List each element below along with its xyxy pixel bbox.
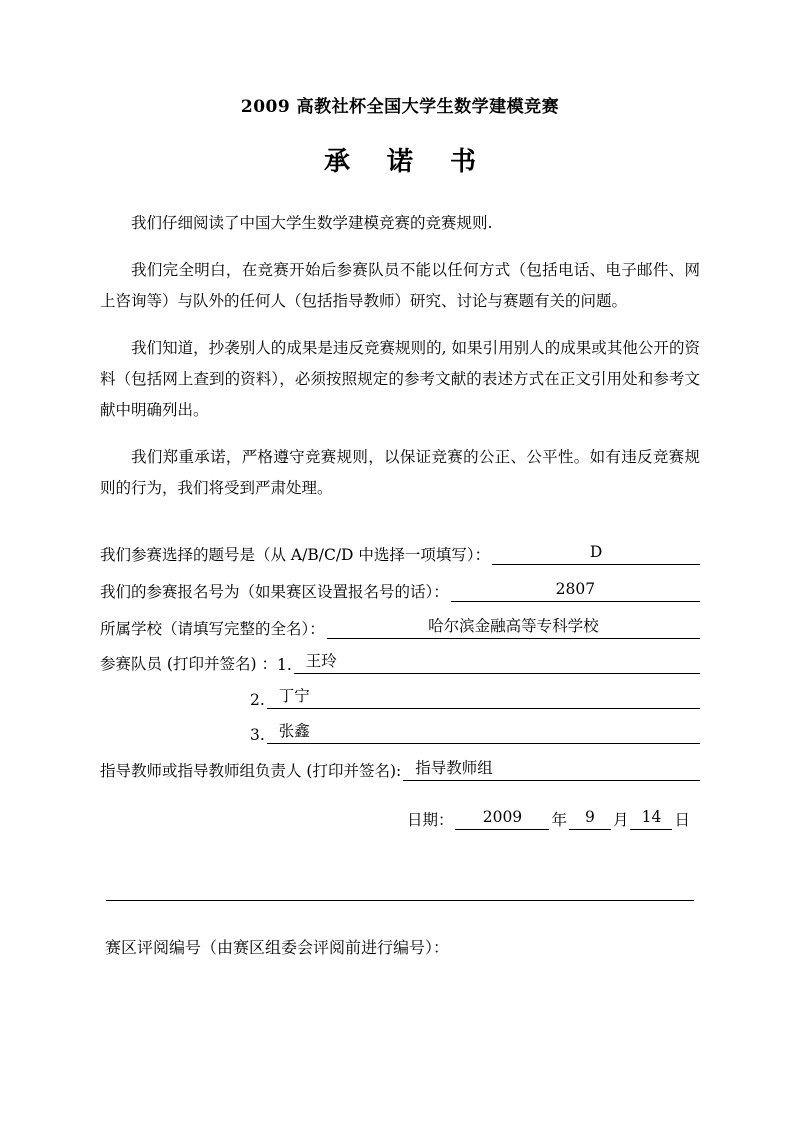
date-month-value[interactable]: 9 bbox=[569, 807, 611, 830]
section-divider bbox=[106, 900, 694, 901]
school-value[interactable]: 哈尔滨金融高等专科学校 bbox=[327, 616, 700, 639]
member-name[interactable]: 王玲 bbox=[294, 651, 700, 674]
problem-value[interactable]: D bbox=[492, 542, 700, 565]
school-row bbox=[100, 616, 700, 639]
declaration-form bbox=[100, 542, 700, 830]
paragraph: 我们仔细阅读了中国大学生数学建模竞赛的竞赛规则. bbox=[131, 214, 493, 232]
advisor-value[interactable]: 指导教师组 bbox=[403, 758, 700, 781]
paragraph: 我们郑重承诺，严格遵守竞赛规则，以保证竞赛的公正、公平性。如有违反竞赛规则的行为，我们将受到严肃处理。 bbox=[100, 448, 700, 497]
member-index: 3. bbox=[250, 726, 265, 744]
member-row bbox=[100, 721, 700, 744]
registration-value[interactable]: 2807 bbox=[451, 579, 700, 602]
paragraph: 我们完全明白，在竞赛开始后参赛队员不能以任何方式（包括电话、电子邮件、网上咨询等）与队外的任何人（包括指导教师）研究、讨论与赛题有关的问题。 bbox=[100, 261, 700, 310]
paragraph: 我们知道，抄袭别人的成果是违反竞赛规则的, 如果引用别人的成果或其他公开的资料（包括网上查到的资料），必须按照规定的参考文献的表述方式在正文引用处和参考文献中明确列出。 bbox=[100, 339, 700, 419]
date-year-unit: 年 bbox=[551, 811, 567, 829]
date-year-value[interactable]: 2009 bbox=[455, 807, 549, 830]
date-row bbox=[100, 807, 700, 830]
date-month-unit: 月 bbox=[612, 811, 629, 829]
registration-row bbox=[100, 579, 700, 602]
school-label: 所属学校（请填写完整的全名）： bbox=[100, 620, 325, 638]
members-label: 参赛队员 (打印并签名) ： bbox=[100, 655, 277, 673]
member-name[interactable]: 张鑫 bbox=[267, 721, 700, 744]
body-text bbox=[100, 208, 700, 504]
member-row bbox=[100, 686, 700, 709]
member-index: 2. bbox=[250, 691, 265, 709]
advisor-label: 指导教师或指导教师组负责人 (打印并签名): bbox=[100, 762, 402, 780]
member-index: 1. bbox=[276, 656, 292, 674]
page-subtitle: 承 诺 书 bbox=[323, 147, 491, 177]
page-title: 2009 高教社杯全国大学生数学建模竞赛 bbox=[240, 97, 560, 117]
review-number-note: 赛区评阅编号（由赛区组委会评阅前进行编号）： bbox=[105, 938, 450, 957]
member-row bbox=[100, 651, 700, 674]
member-name[interactable]: 丁宁 bbox=[267, 686, 700, 709]
advisor-row bbox=[100, 758, 700, 781]
registration-label: 我们的参赛报名号为（如果赛区设置报名号的话）： bbox=[100, 583, 449, 601]
problem-row bbox=[100, 542, 700, 565]
date-day-value[interactable]: 14 bbox=[630, 807, 672, 830]
problem-label: 我们参赛选择的题号是（从 A/B/C/D 中选择一项填写）： bbox=[100, 546, 491, 564]
date-day-unit: 日 bbox=[674, 811, 690, 829]
date-label: 日期： bbox=[406, 811, 454, 829]
